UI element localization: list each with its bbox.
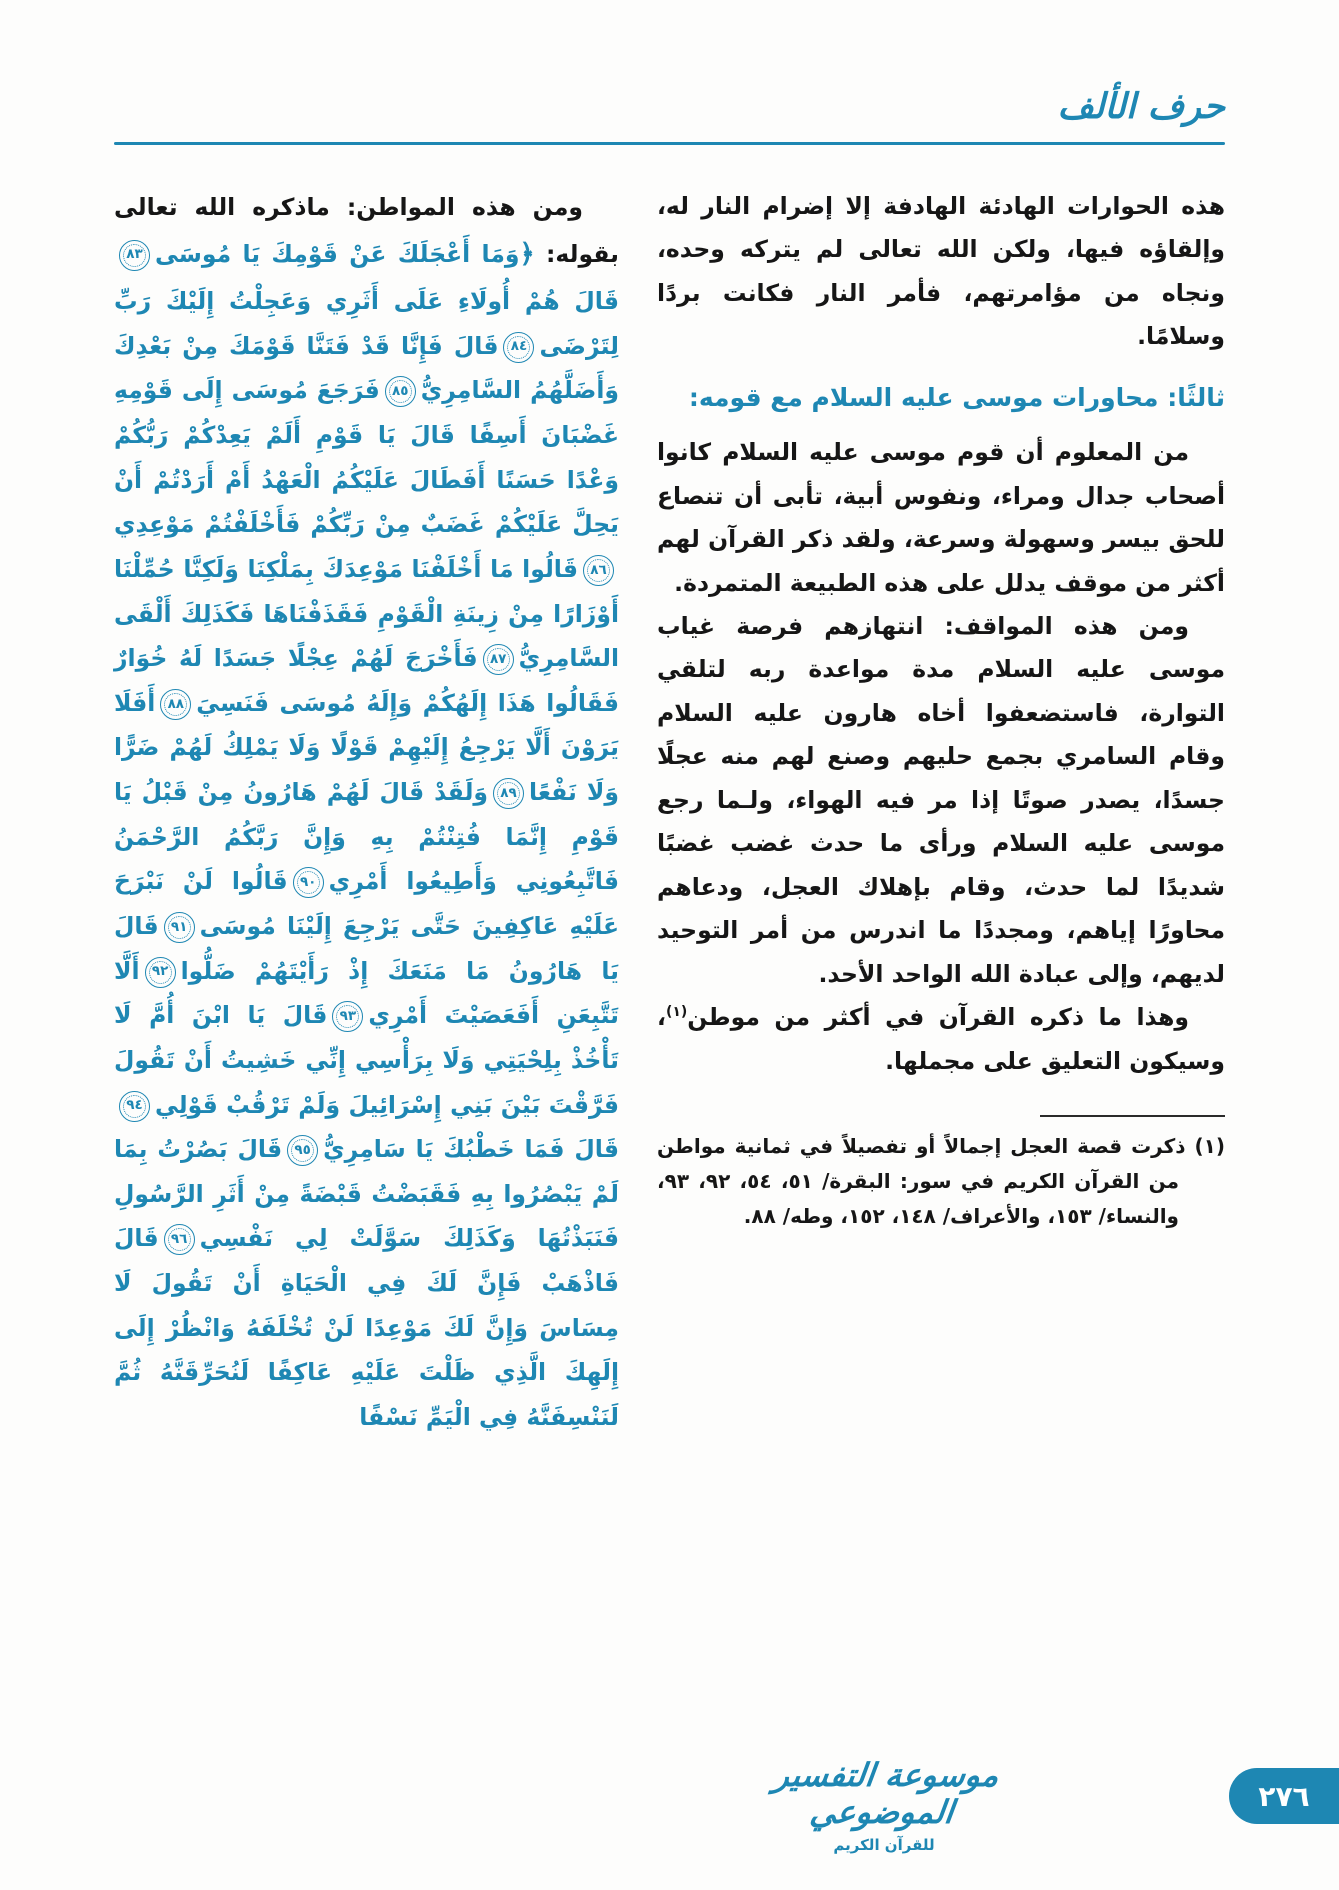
publisher-logo	[759, 1757, 1009, 1854]
quran-verse-text: قَالَ يَا ابْنَ أُمَّ لَا تَأْخُذْ بِلِحْيَتِي وَلَا بِرَأْسِي إِنِّي خَشِيتُ أَنْ تَقُولَ فَرَّقْتَ بَيْنَ بَنِي إِسْرَائِيلَ وَلَمْ تَرْقُبْ قَوْلِي	[114, 1001, 619, 1119]
quran-column	[114, 185, 619, 1440]
quran-verses	[114, 240, 619, 1431]
footnote-body: ذكرت قصة العجل إجمالاً أو تفصيلاً في ثمانية مواطن من القرآن الكريم في سور: البقرة/ ٥١، ٥٤، ٩٢، ٩٣، والنساء/ ١٥٣، والأعراف/ ١٤٨، ١٥٢، وطه/ ٨٨.	[657, 1134, 1186, 1229]
quran-verse-text: قَالَ فَاذْهَبْ فَإِنَّ لَكَ فِي الْحَيَاةِ أَنْ تَقُولَ لَا مِسَاسَ وَإِنَّ لَكَ مَوْعِدًا لَنْ تُخْلَفَهُ وَانْظُرْ إِلَى إِلَهِكَ الَّذِي ظَلْتَ عَلَيْهِ عَاكِفًا لَنُحَرِّقَنَّهُ ثُمَّ لَنَنْسِفَنَّهُ فِي الْيَمِّ نَسْفًا	[114, 1224, 619, 1432]
quran-passage	[114, 185, 619, 1440]
verse-number-medallion: ٨٤	[503, 332, 534, 363]
verse-number-medallion: ٩٦	[164, 1224, 195, 1255]
verse-number-medallion: ٩٢	[145, 957, 176, 988]
header-rule	[114, 142, 1225, 145]
publisher-logo-subtitle: للقرآن الكريم	[833, 1836, 935, 1854]
paragraph-text: وهذا ما ذكره القرآن في أكثر من موطن	[687, 1003, 1189, 1032]
section-heading: ثالثًا: محاورات موسى عليه السلام مع قومه:	[688, 382, 1225, 412]
footnote-marker: (١)	[1194, 1134, 1225, 1159]
verse-number-medallion: ٨٧	[483, 644, 514, 675]
quran-verse-text: أَلَّا تَتَّبِعَنِ أَفَعَصَيْتَ أَمْرِي	[114, 956, 619, 1030]
quran-verse-text: فَرَجَعَ مُوسَى إِلَى قَوْمِهِ غَضْبَانَ أَسِفًا قَالَ يَا قَوْمِ أَلَمْ يَعِدْكُمْ رَبُّكُمْ وَعْدًا حَسَنًا أَفَطَالَ عَلَيْكُمُ الْعَهْدُ أَمْ أَرَدْتُمْ أَنْ يَحِلَّ عَلَيْكُمْ غَضَبٌ مِنْ رَبِّكُمْ فَأَخْلَفْتُمْ مَوْعِدِي	[114, 376, 619, 539]
quran-verse-text: وَمَا أَعْجَلَكَ عَنْ قَوْمِكَ يَا مُوسَى	[155, 239, 520, 268]
verse-number-medallion: ٨٨	[160, 689, 191, 720]
quran-verse-text: أَفَلَا يَرَوْنَ أَلَّا يَرْجِعُ إِلَيْهِمْ قَوْلًا وَلَا يَمْلِكُ لَهُمْ ضَرًّا وَلَا نَفْعًا	[114, 688, 619, 807]
verse-number-medallion: ٩٣	[332, 1001, 363, 1032]
page-number-badge	[1229, 1768, 1339, 1824]
paragraph: من المعلوم أن قوم موسى عليه السلام كانوا أصحاب جدال ومراء، ونفوس أبية، تأبى أن تنصاع للحق بيسر وسهولة وسرعة، ولقد ذكر القرآن لهم أكثر من موقف يدلل على هذه الطبيعة المتمردة.	[657, 438, 1225, 597]
verse-number-medallion: ٩١	[164, 912, 195, 943]
verse-number-medallion: ٨٥	[385, 376, 416, 407]
footnote-text	[657, 1129, 1225, 1234]
verse-number-medallion: ٨٦	[583, 555, 614, 586]
quran-verse-text: قَالَ فَإِنَّا قَدْ فَتَنَّا قَوْمَكَ مِنْ بَعْدِكَ وَأَضَلَّهُمُ السَّامِرِيُّ	[114, 331, 619, 405]
quran-opening-bracket: ﴿	[519, 238, 535, 269]
quran-intro: ومن هذه المواطن: ماذكره الله تعالى بقوله:	[114, 193, 619, 268]
page-content	[114, 185, 1225, 1440]
quran-verse-text: قَالَ بَصُرْتُ بِمَا لَمْ يَبْصُرُوا بِهِ فَقَبَضْتُ قَبْضَةً مِنْ أَثَرِ الرَّسُولِ فَنَبَذْتُهَا وَكَذَلِكَ سَوَّلَتْ لِي نَفْسِي	[114, 1135, 619, 1253]
main-text-column	[657, 185, 1225, 1234]
verse-number-medallion: ٩٤	[119, 1091, 150, 1122]
page-number: ٢٧٦	[1258, 1779, 1310, 1813]
quran-verse-text: وَلَقَدْ قَالَ لَهُمْ هَارُونُ مِنْ قَبْلُ يَا قَوْمِ إِنَّمَا فُتِنْتُمْ بِهِ وَإِنَّ رَبَّكُمُ الرَّحْمَنُ فَاتَّبِعُونِي وَأَطِيعُوا أَمْرِي	[114, 778, 619, 896]
quran-verse-text: فَأَخْرَجَ لَهُمْ عِجْلًا جَسَدًا لَهُ خُوَارٌ فَقَالُوا هَذَا إِلَهُكُمْ وَإِلَهُ مُوسَى فَنَسِيَ	[114, 644, 619, 717]
paragraph-text: ، وسيكون التعليق على مجملها.	[657, 1003, 1225, 1075]
page-header	[114, 86, 1225, 145]
chapter-title: حرف الألف	[1057, 87, 1225, 127]
footnote-block	[657, 1115, 1225, 1234]
paragraph: هذه الحوارات الهادئة الهادفة إلا إضرام النار له، وإلقاؤه فيها، ولكن الله تعالى لم يتركه وحده، ونجاه من مؤامرتهم، فأمر النار فكانت بردًا وسلامًا.	[657, 192, 1225, 351]
paragraph: ومن هذه المواقف: انتهازهم فرصة غياب موسى عليه السلام مدة مواعدة ربه لتلقي التوارة، فاستضعفوا أخاه هارون عليه السلام وقام السامري بجمع حليهم وصنع لهم منه عجلًا جسدًا، يصدر صوتًا إذا مر فيه الهواء، ولـما رجع موسى عليه السلام ورأى ما حدث غضب غضبًا شديدًا لما حدث، وقام بإهلاك العجل، ودعاهم محاورًا إياهم، ومجددًا ما اندرس من أمر التوحيد لديهم، وإلى عبادة الله الواحد الأحد.	[657, 612, 1225, 988]
quran-verse-text: قَالُوا مَا أَخْلَفْنَا مَوْعِدَكَ بِمَلْكِنَا وَلَكِنَّا حُمِّلْنَا أَوْزَارًا مِنْ زِينَةِ الْقَوْمِ فَقَذَفْنَاهَا فَكَذَلِكَ أَلْقَى السَّامِرِيُّ	[114, 554, 619, 673]
quran-verse-text: قَالَ هُمْ أُولَاءِ عَلَى أَثَرِي وَعَجِلْتُ إِلَيْكَ رَبِّ لِتَرْضَى	[114, 287, 619, 360]
quran-verse-text: قَالَ فَمَا خَطْبُكَ يَا سَامِرِيُّ	[323, 1135, 619, 1164]
footnote-separator	[1040, 1115, 1225, 1117]
quran-verse-text: قَالَ يَا هَارُونُ مَا مَنَعَكَ إِذْ رَأَيْتَهُمْ ضَلُّوا	[114, 912, 619, 985]
publisher-logo-title: موسوعة التفسير الموضوعي	[771, 1756, 1002, 1832]
verse-number-medallion: ٨٩	[493, 778, 524, 809]
verse-number-medallion: ٩٥	[287, 1135, 318, 1166]
verse-number-medallion: ٨٣	[119, 240, 150, 271]
paragraph	[657, 996, 1225, 1083]
quran-verse-text: قَالُوا لَنْ نَبْرَحَ عَلَيْهِ عَاكِفِينَ حَتَّى يَرْجِعَ إِلَيْنَا مُوسَى	[114, 867, 619, 940]
footnote-reference: (١)	[665, 1004, 688, 1021]
verse-number-medallion: ٩٠	[293, 867, 324, 898]
